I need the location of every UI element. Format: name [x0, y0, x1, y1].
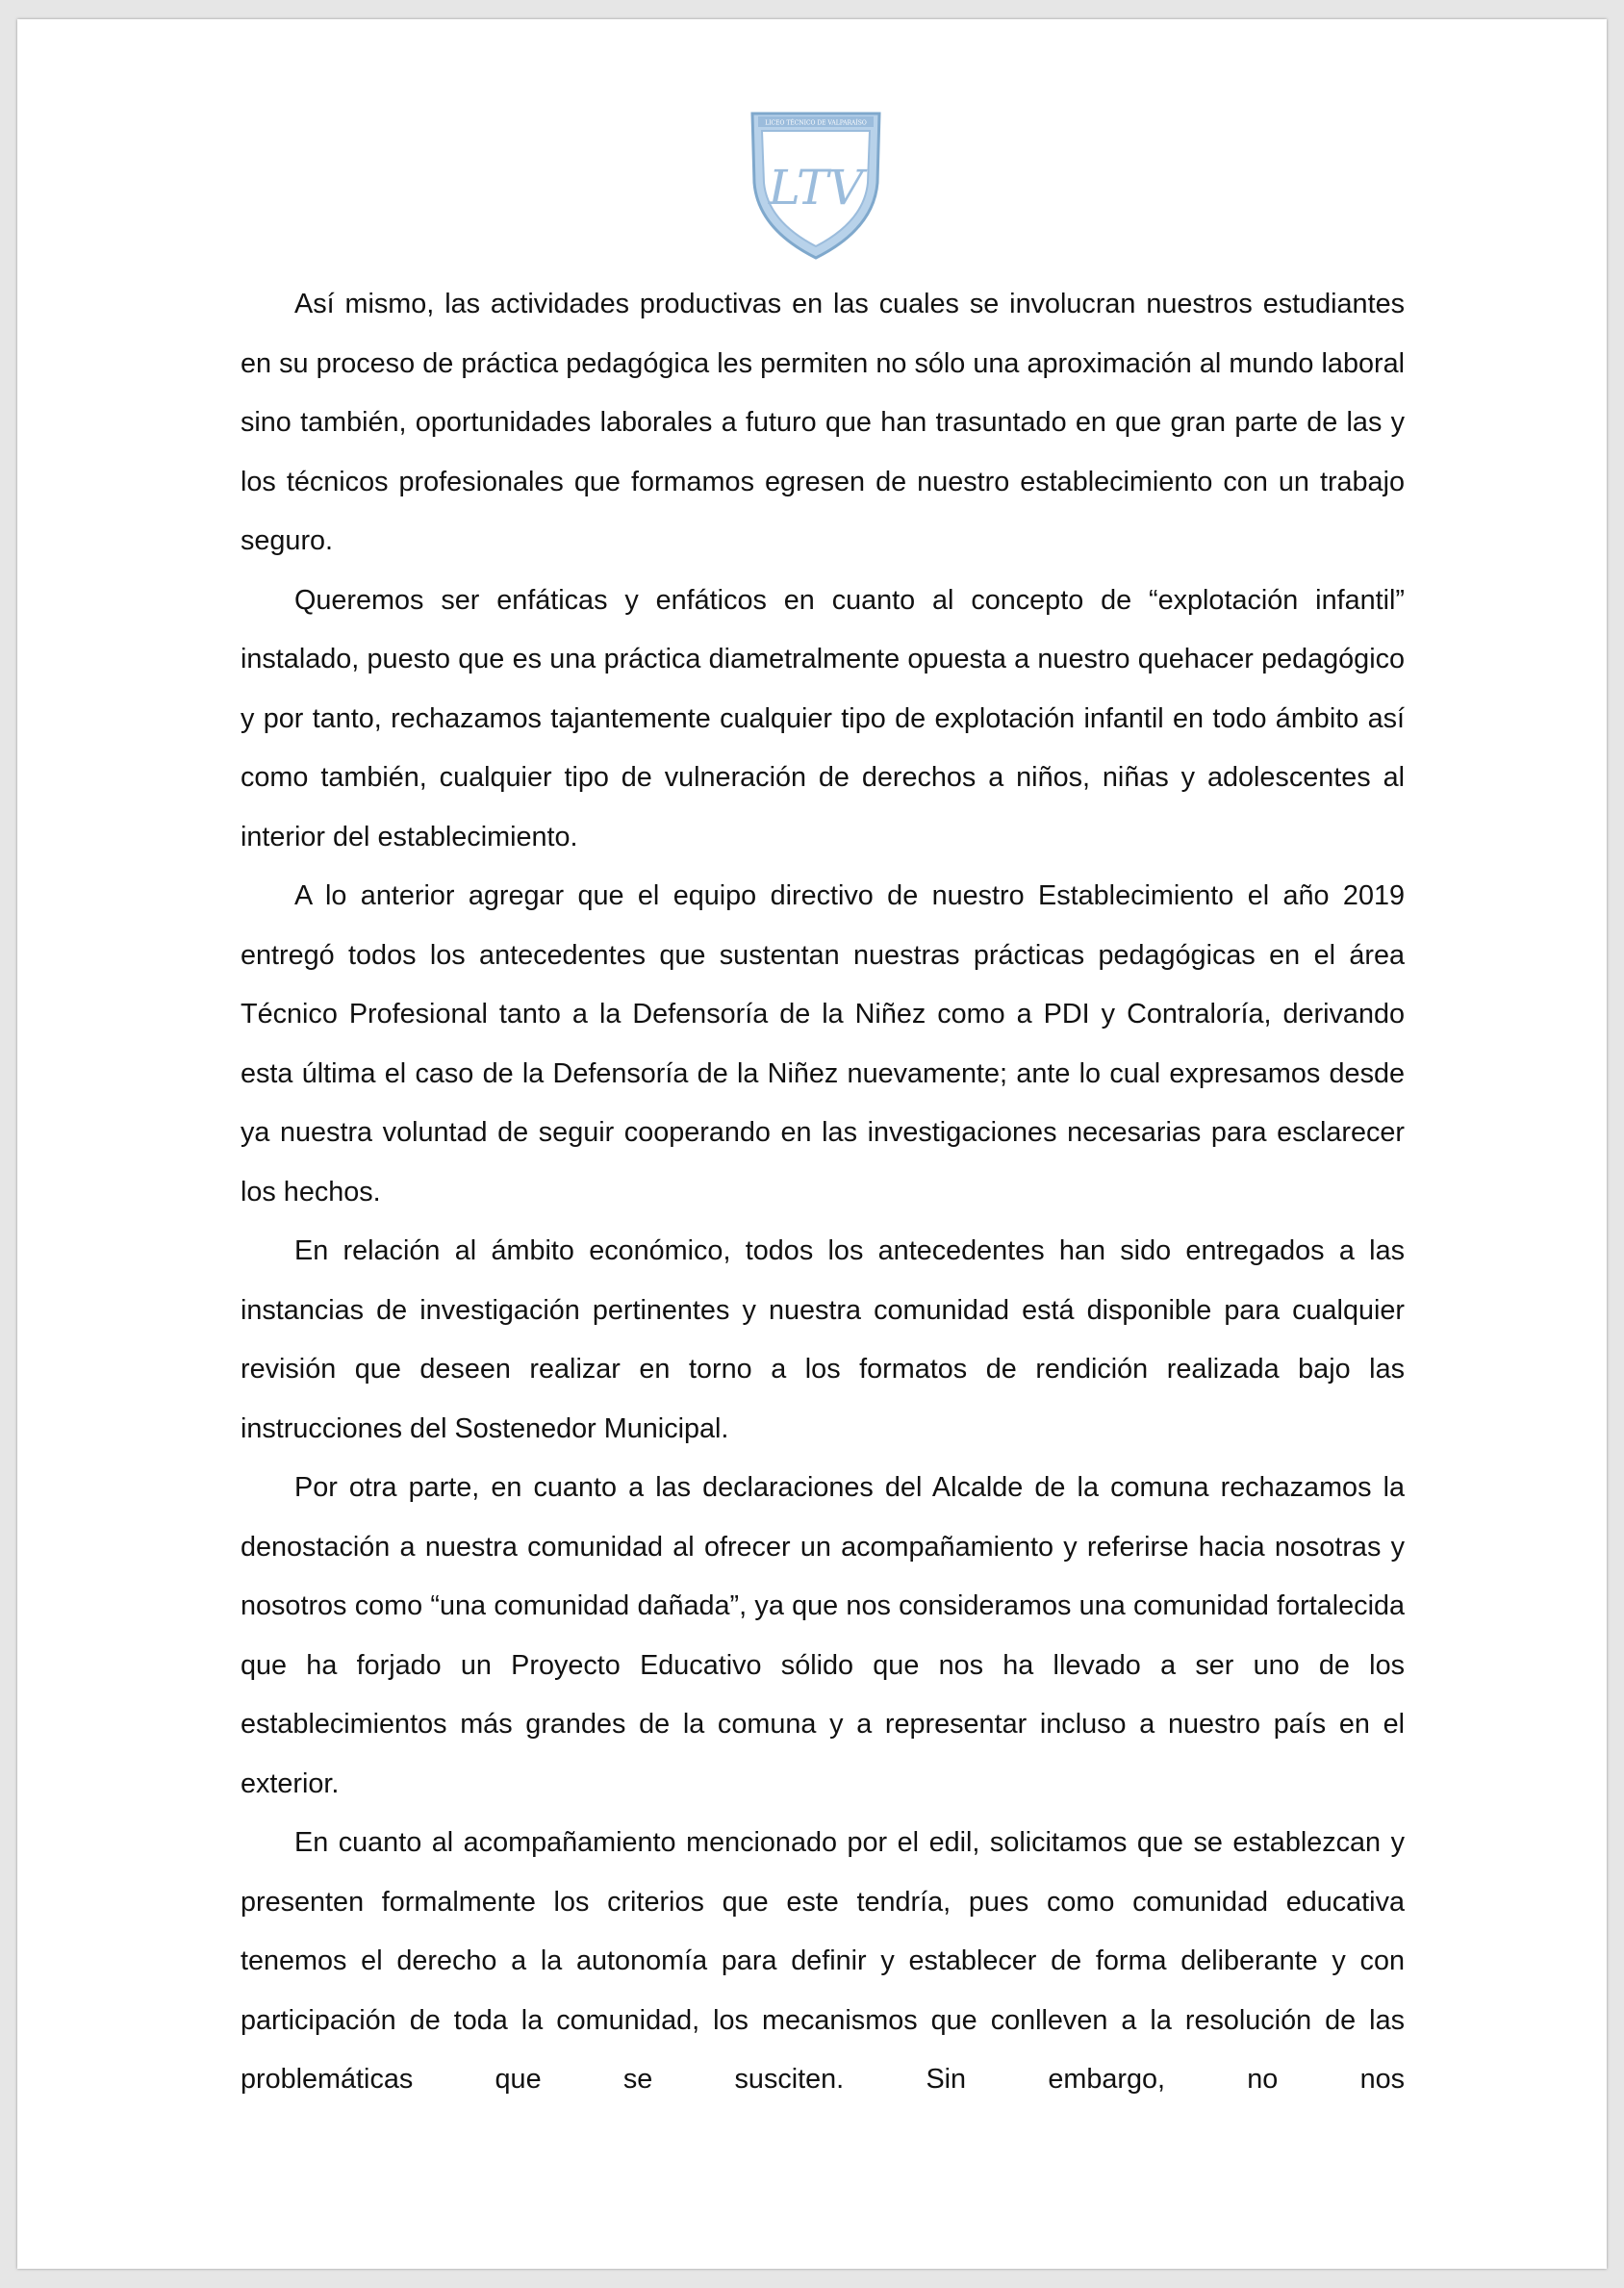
letter-body — [241, 275, 1405, 2110]
paragraph: En cuanto al acompañamiento mencionado por el edil, solicitamos que se establezcan y presenten formalmente los criterios que este tendría, pues como comunidad educativa tenemos el derecho a la autonomía para definir y establecer de forma deliberante y con participación de toda la comunidad, los mecanismos que conlleven a la resolución de las problemáticas que se susciten. Sin embargo, no nos — [241, 1827, 1405, 2095]
school-crest-logo — [749, 108, 883, 262]
crest-banner-text: LICEO TÉCNICO DE VALPARAÍSO — [765, 119, 867, 127]
crest-monogram: LTV — [768, 160, 864, 216]
paragraph: Por otra parte, en cuanto a las declaraciones del Alcalde de la comuna rechazamos la denostación a nuestra comunidad al ofrecer un acompañamiento y referirse hacia nosotras y nosotros como “una comunidad dañada”, ya que nos consideramos una comunidad fortalecida que ha forjado un Proyecto Educativo sólido que nos ha llevado a ser uno de los establecimientos más grandes de la comuna y a representar incluso a nuestro país en el exterior. — [241, 1472, 1405, 1799]
document-page — [17, 19, 1607, 2269]
paragraph: Queremos ser enfáticas y enfáticos en cuanto al concepto de “explotación infantil” instalado, puesto que es una práctica diametralmente opuesta a nuestro quehacer pedagógico y por tanto, rechazamos tajantemente cualquier tipo de explotación infantil en todo ámbito así como también, cualquier tipo de vulneración de derechos a niños, niñas y adolescentes al interior del establecimiento. — [241, 584, 1405, 852]
paragraph: Así mismo, las actividades productivas en las cuales se involucran nuestros estudiantes en su proceso de práctica pedagógica les permiten no sólo una aproximación al mundo laboral sino también, oportunidades laborales a futuro que han trasuntado en que gran parte de las y los técnicos profesionales que formamos egresen de nuestro establecimiento con un trabajo seguro. — [241, 289, 1405, 556]
paragraph: A lo anterior agregar que el equipo directivo de nuestro Establecimiento el año 2019 entregó todos los antecedentes que sustentan nuestras prácticas pedagógicas en el área Técnico Profesional tanto a la Defensoría de la Niñez como a PDI y Contraloría, derivando esta última el caso de la Defensoría de la Niñez nuevamente; ante lo cual expresamos desde ya nuestra voluntad de seguir cooperando en las investigaciones necesarias para esclarecer los hechos. — [241, 880, 1405, 1208]
shield-icon — [749, 108, 883, 262]
paragraph: En relación al ámbito económico, todos los antecedentes han sido entregados a las instancias de investigación pertinentes y nuestra comunidad está disponible para cualquier revisión que deseen realizar en torno a los formatos de rendición realizada bajo las instrucciones del Sostenedor Municipal. — [241, 1235, 1405, 1444]
